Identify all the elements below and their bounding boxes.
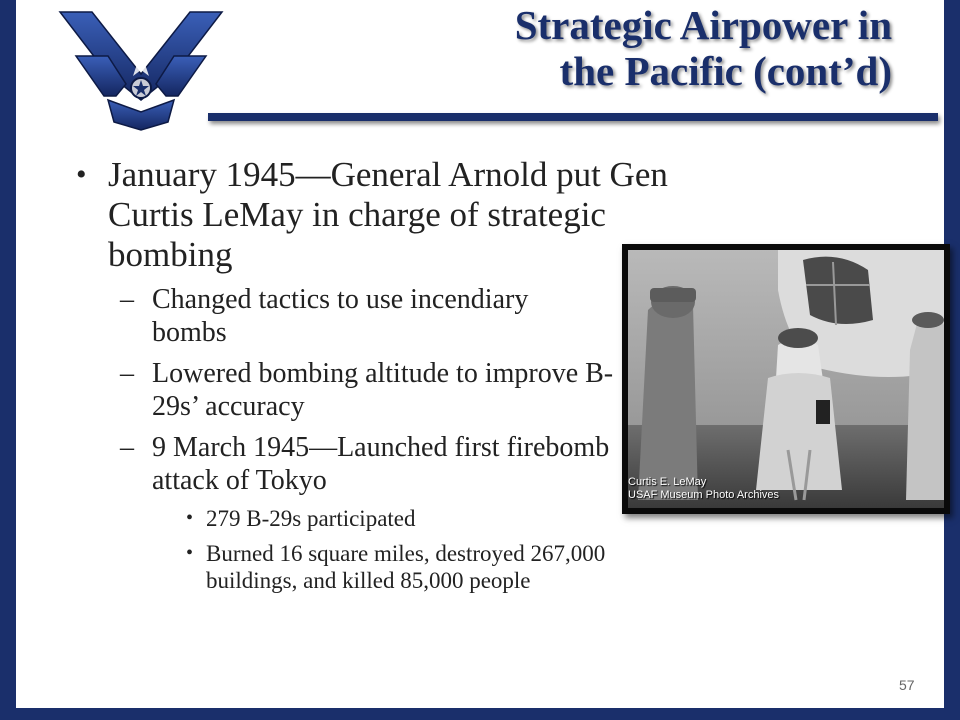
sub-bullet-marker: – (120, 432, 134, 463)
title-line-2: the Pacific (cont’d) (559, 48, 892, 94)
sub-bullet-text: Lowered bombing altitude to improve B-29s’ accuracy (152, 358, 614, 422)
slide-frame-left (0, 0, 16, 720)
sub-sub-bullet-marker: • (186, 542, 194, 564)
sub-bullet-item (72, 431, 632, 497)
photo-caption-line-1: Curtis E. LeMay (628, 476, 707, 488)
sub-sub-bullet-item (72, 505, 686, 532)
sub-sub-bullet-item (72, 540, 686, 594)
sub-bullet-text: 9 March 1945—Launched first firebomb attack of Tokyo (152, 432, 610, 496)
air-force-wings-icon (56, 4, 226, 134)
title-line-1: Strategic Airpower in (514, 2, 892, 48)
slide-title (372, 2, 892, 94)
sub-bullet-item (72, 357, 637, 423)
lemay-photo (622, 244, 950, 514)
bullet-list (72, 155, 692, 594)
sub-bullet-item (72, 283, 542, 349)
bullet-marker: • (76, 158, 87, 191)
sub-sub-bullet-text: 279 B-29s participated (206, 506, 416, 531)
title-underline (208, 113, 938, 121)
photo-image (628, 250, 944, 508)
sub-sub-bullet-marker: • (186, 507, 194, 529)
sub-bullet-marker: – (120, 358, 134, 389)
sub-sub-bullet-text: Burned 16 square miles, destroyed 267,000 buildings, and killed 85,000 people (206, 541, 606, 593)
photo-caption (628, 476, 779, 502)
page-number: 57 (899, 677, 915, 693)
slide-frame-bottom (0, 708, 960, 720)
bullet-text: January 1945—General Arnold put Gen Curtis LeMay in charge of strategic bombing (108, 155, 668, 274)
bullet-item (72, 155, 692, 275)
photo-caption-line-2: USAF Museum Photo Archives (628, 489, 780, 501)
sub-bullet-text: Changed tactics to use incendiary bombs (152, 284, 529, 348)
sub-bullet-marker: – (120, 284, 134, 315)
